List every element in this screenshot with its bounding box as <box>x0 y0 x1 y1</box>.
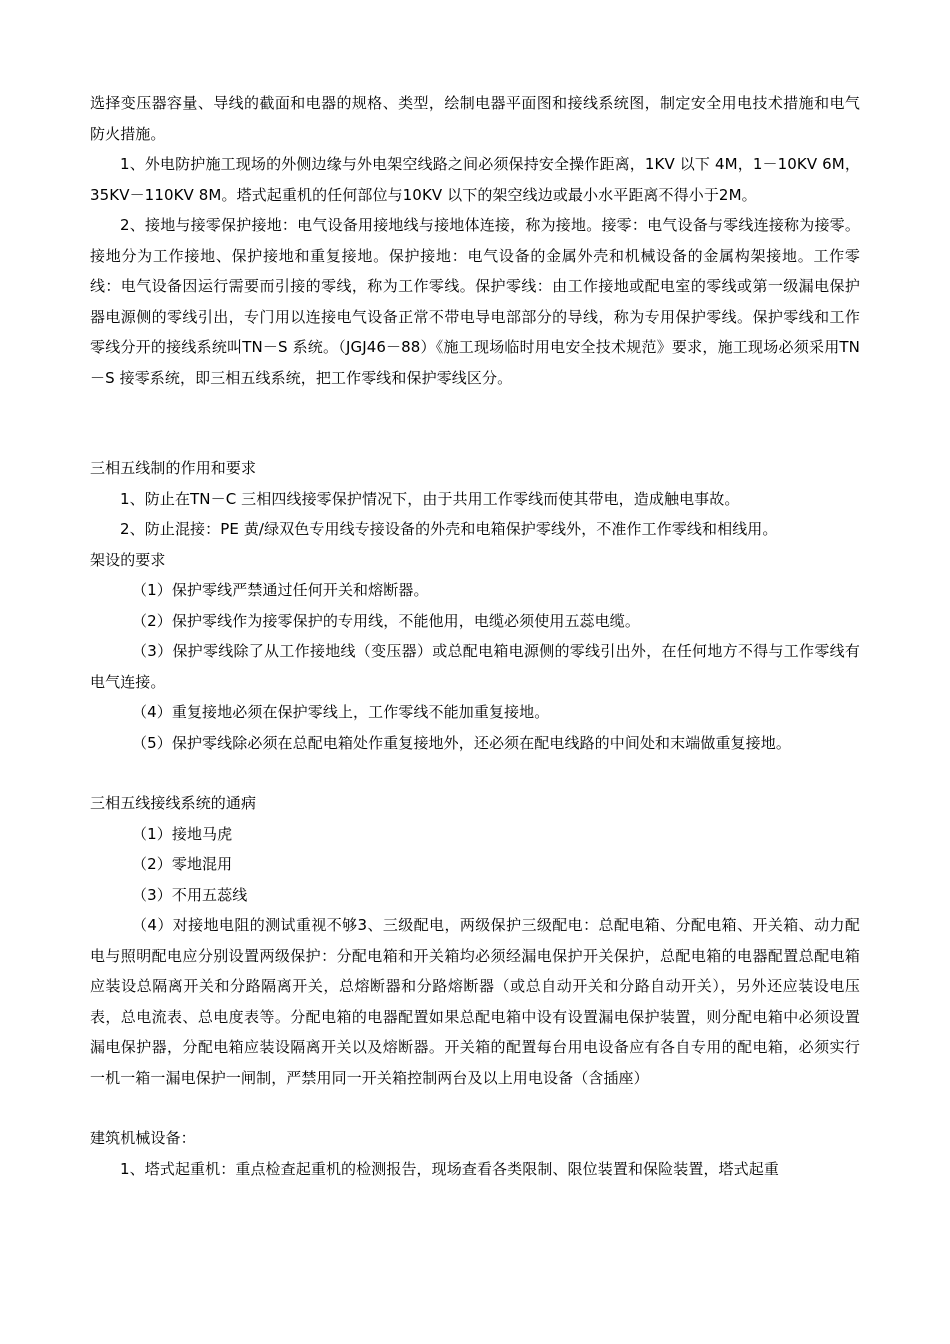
spacer <box>90 758 860 788</box>
requirement-item: （4）重复接地必须在保护零线上，工作零线不能加重复接地。 <box>132 703 550 721</box>
sub-heading-installation-requirements: 架设的要求 <box>90 550 166 569</box>
list-item: 1、防止在TN－C 三相四线接零保护情况下，由于共用工作零线而使其带电，造成触电事故。 <box>120 489 740 508</box>
paragraph-grounding-and-neutral: 2、接地与接零保护接地：电气设备用接地线与接地体连接，称为接地。接零：电气设备与零线连接称为接零。接地分为工作接地、保护接地和重复接地。保护接地：电气设备的金属外壳和机械设备的金属构架接地。工作零线：电气设备因运行需要而引接的零线，称为工作零线。保护零线：由工作接地或配电室的零线或第一级漏电保护器电源侧的零线引出，专门用以连接电气设备正常不带电导电部部分的导线，称为专用保护零线。保护零线和工作零线分开的接线系统叫TN－S 系统。（JGJ46－88）《施工现场临时用电安全技术规范》要求，施工现场必须采用TN－S 接零系统，即三相五线系统，把工作零线和保护零线区分。 <box>90 216 860 387</box>
requirement-item: （2）保护零线作为接零保护的专用线，不能他用，电缆必须使用五蕊电缆。 <box>132 611 640 630</box>
section-heading-construction-machinery: 建筑机械设备： <box>90 1129 196 1147</box>
paragraph-external-power-protection: 1、外电防护施工现场的外侧边缘与外电架空线路之间必须保持安全操作距离，1KV 以下 4M，1－10KV 6M，35KV－110KV 8M。塔式起重机的任何部位与10KV 以下的架空线边或最小水平距离不得小于2M。 <box>90 155 860 204</box>
fault-item: （2）零地混用 <box>132 855 233 873</box>
requirement-item: （5）保护零线除必须在总配电箱处作重复接地外，还必须在配电线路的中间处和末端做重复接地。 <box>132 733 791 752</box>
spacer <box>90 393 860 453</box>
section-heading-common-faults: 三相五线接线系统的通病 <box>90 794 257 812</box>
fault-item: （1）接地马虎 <box>132 824 233 843</box>
spacer <box>90 1093 860 1123</box>
fault-item: （3）不用五蕊线 <box>132 885 248 904</box>
document-page <box>90 88 860 1184</box>
section-heading-five-wire-purpose: 三相五线制的作用和要求 <box>90 459 257 477</box>
list-item: 2、防止混接：PE 黄/绿双色专用线专接设备的外壳和电箱保护零线外，不准作工作零线和相线用。 <box>120 520 778 538</box>
intro-paragraph: 选择变压器容量、导线的截面和电器的规格、类型，绘制电器平面图和接线系统图，制定安全用电技术措施和电气防火措施。 <box>90 94 860 143</box>
list-item: 1、塔式起重机：重点检查起重机的检测报告，现场查看各类限制、限位装置和保险装置，塔式起重 <box>120 1159 779 1178</box>
requirement-item: （1）保护零线严禁通过任何开关和熔断器。 <box>132 581 429 599</box>
requirement-item: （3）保护零线除了从工作接地线（变压器）或总配电箱电源侧的零线引出外，在任何地方不得与工作零线有电气连接。 <box>90 642 860 691</box>
fault-item: （4）对接地电阻的测试重视不够3、三级配电，两级保护三级配电：总配电箱、分配电箱、开关箱、动力配电与照明配电应分别设置两级保护：分配电箱和开关箱均必须经漏电保护开关保护，总配电箱的电器配置总配电箱应装设总隔离开关和分路隔离开关，总熔断器和分路熔断器（或总自动开关和分路自动开关），另外还应装设电压表，总电流表、总电度表等。分配电箱的电器配置如果总配电箱中设有设置漏电保护装置，则分配电箱中必须设置漏电保护器，分配电箱应装设隔离开关以及熔断器。开关箱的配置每台用电设备应有各自专用的配电箱，必须实行一机一箱一漏电保护一闸制，严禁用同一开关箱控制两台及以上用电设备（含插座） <box>90 916 860 1087</box>
